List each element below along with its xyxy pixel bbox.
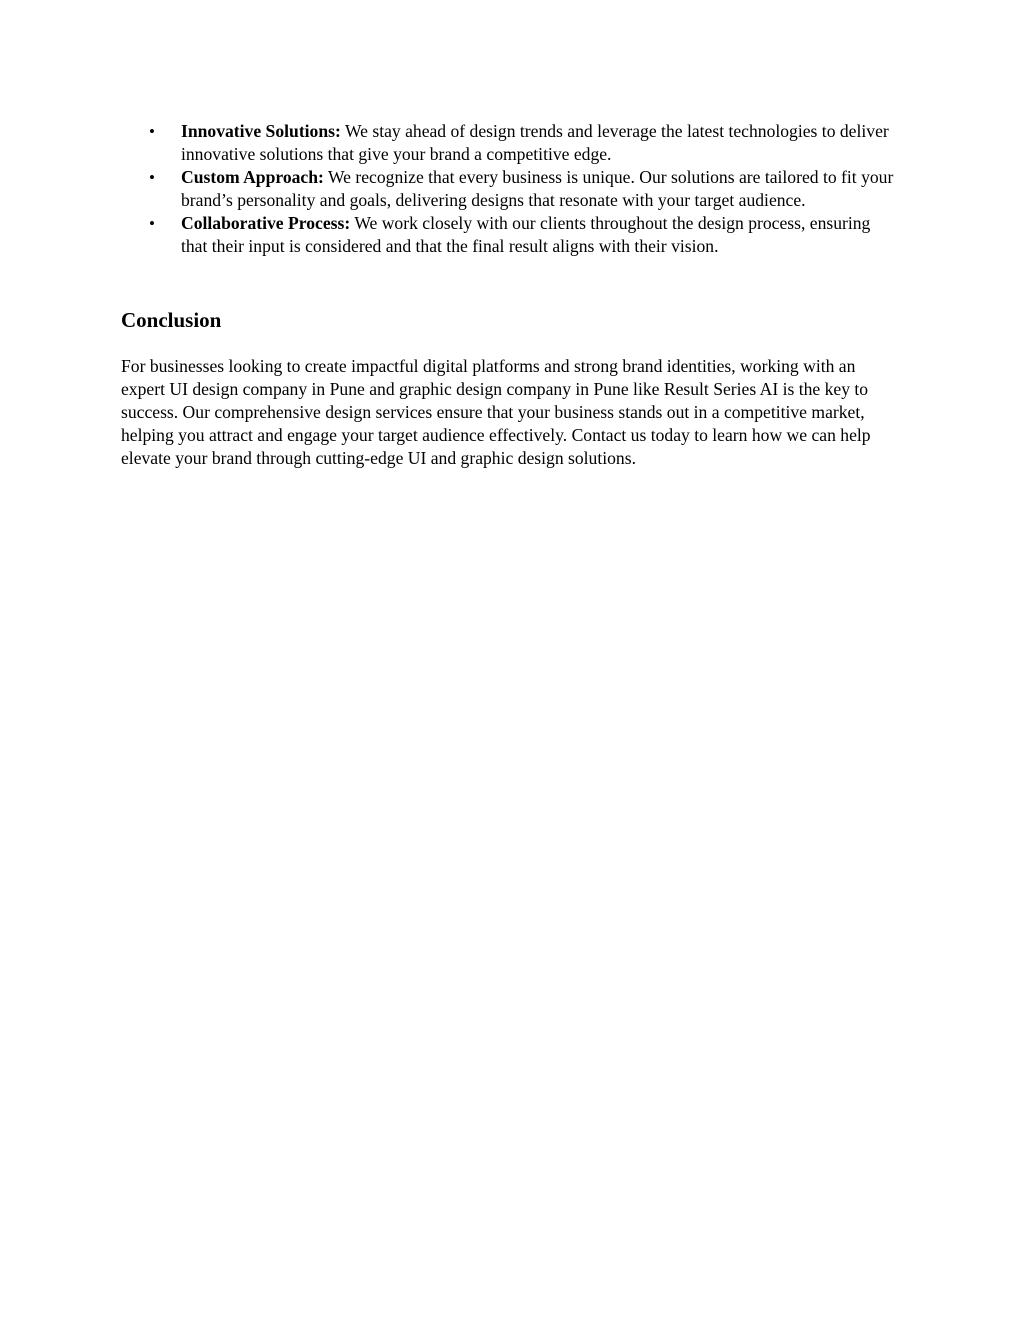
list-item (121, 212, 901, 258)
benefits-list (121, 120, 901, 258)
bullet-text: We stay ahead of design trends and leverage the latest technologies to deliver innovative solutions that give your brand a competitive edge. (181, 121, 889, 164)
bullet-text: We work closely with our clients throughout the design process, ensuring that their input is considered and that the final result aligns with their vision. (181, 213, 871, 256)
bullet-term: Custom Approach: (181, 167, 324, 187)
bullet-term: Collaborative Process: (181, 213, 351, 233)
conclusion-heading: Conclusion (121, 308, 222, 332)
bullet-icon: • (149, 214, 155, 233)
bullet-icon: • (149, 168, 155, 187)
bullet-text: We recognize that every business is unique. Our solutions are tailored to fit your brand’s personality and goals, delivering designs that resonate with your target audience. (181, 167, 894, 210)
conclusion-paragraph: For businesses looking to create impactful digital platforms and strong brand identities, working with an expert UI design company in Pune and graphic design company in Pune like Result Series AI is the key to success. Our comprehensive design services ensure that your business stands out in a competitive market, helping you attract and engage your target audience effectively. Contact us today to learn how we can help elevate your brand through cutting-edge UI and graphic design solutions. (121, 356, 871, 468)
bullet-term: Innovative Solutions: (181, 121, 341, 141)
bullet-icon: • (149, 122, 155, 141)
list-item (121, 120, 901, 166)
list-item (121, 166, 901, 212)
